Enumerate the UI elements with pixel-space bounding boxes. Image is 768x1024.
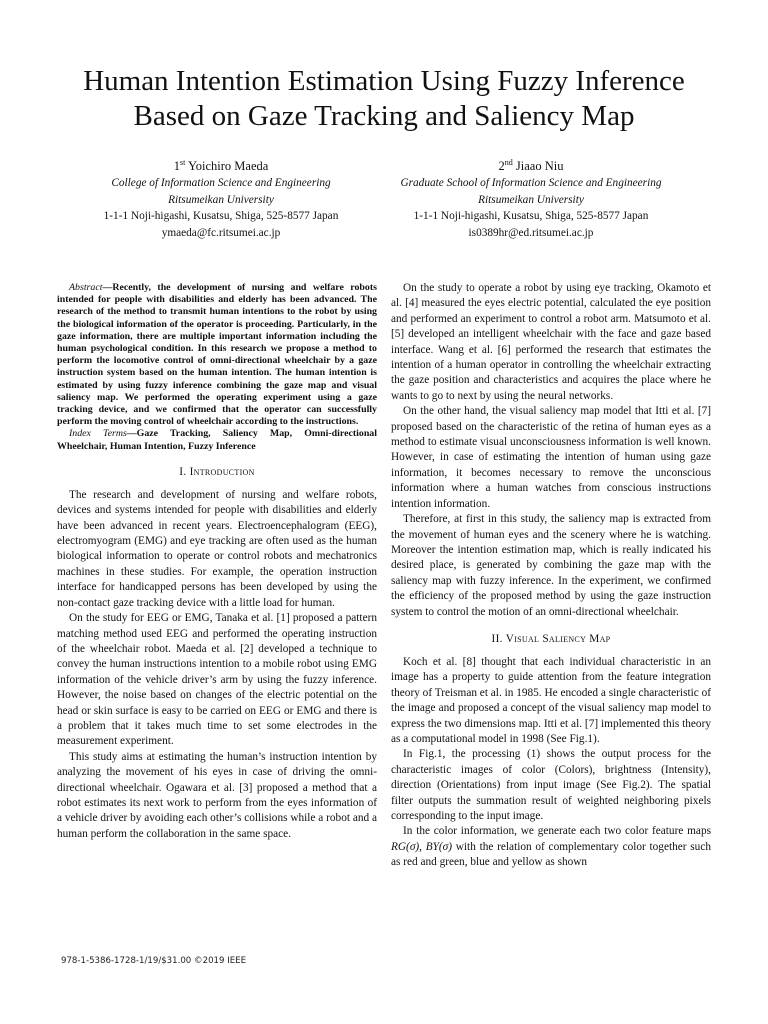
right-column: [391, 281, 711, 871]
intro-paragraph-6: Therefore, at first in this study, the saliency map is extracted from the movement of human eyes and the scenery where he is watching. Moreover the intention estimation map, which is really indicated his desired place, is generated by combining the gaze map with the saliency map with fuzzy inference. In the experiment, we confirmed the efficiency of the proposed method by using the gaze instruction system to control the motion of an omni-directional wheelchair.: [391, 513, 711, 618]
title-line-2: Based on Gaze Tracking and Saliency Map: [133, 100, 635, 132]
intro-paragraph-4: On the study to operate a robot by using eye tracking, Okamoto et al. [4] measured the eyes electric potential, calculated the eye position and performed an experiment to control a robot arm. Matsumoto et al. [5] developed an intelligent wheelchair with the face and gaze based interface. Wang et al. [6] performed the research that estimates the intention of a human operator in controlling the wheelchair extracting the gaze position and characteristics and acquires the place where he wants to go to next by using the neural networks.: [391, 282, 711, 402]
author-address-1: 1-1-1 Noji-higashi, Kusatsu, Shiga, 525-8577 Japan: [103, 210, 339, 223]
index-terms: Index Terms—Gaze Tracking, Saliency Map, Omni-directional Wheelchair, Human Intention, Fuzzy Inference: [57, 428, 377, 452]
author-email-2: is0389hr@ed.ritsumei.ac.jp: [468, 226, 594, 239]
saliency-paragraph-1: Koch et al. [8] thought that each individual characteristic in an image has a property to guide attention from the feature integration theory of Treisman et al. in 1985. He encoded a single characteristic of the image and proposed a concept of the visual saliency map model to express the two dimensions map. Itti et al. [7] implemented this theory as a computational model in 1998 (See Fig.1).: [391, 655, 711, 745]
author-affiliation-1a: College of Information Science and Engineering: [111, 177, 331, 190]
left-column: [57, 282, 377, 842]
author-address-2: 1-1-1 Noji-higashi, Kusatsu, Shiga, 525-8577 Japan: [413, 210, 649, 223]
math-rg-sigma: RG(σ): [391, 840, 420, 853]
abstract: Abstract—Recently, the development of nursing and welfare robots intended for people with disabilities and elderly has been advanced. The research of the method to transmit human intentions to the robot by using the biological information of the operator is proceeding. Particularly, in the gaze information, there are multiple important information including the human psychological condition. In this research we propose a method to perform the locomotive control of omni-directional wheelchair by a gaze instruction system based on the human intention. The human intention is estimated by using fuzzy inference combining the gaze map and visual saliency map. We performed the operating experiment using a gaze tracking device, and we confirmed that the operator can successfully perform the moving control of wheelchair according to the instructions.: [57, 282, 377, 428]
saliency-paragraph-3: In the color information, we generate each two color feature maps RG(σ), BY(σ) with the relation of complementary color together such as red and green, blue and yellow as shown: [391, 825, 711, 869]
intro-paragraph-1: The research and development of nursing and welfare robots, devices and systems intended for people with disabilities and elderly have been advanced in recent years. Electroencephalogram (EEG), electromyogram (EMG) and eye tracking are often used as the human biological information to operate or control robots and mechatronics machines in these studies. For example, the operation instruction interface for handicapped persons has been developed by using the non-contact gaze tracking device with a little load for human.: [57, 488, 377, 609]
author-email-1: ymaeda@fc.ritsumei.ac.jp: [161, 226, 281, 239]
author-name-2: 2nd Jiaao Niu: [498, 158, 564, 174]
author-block-2: [351, 154, 711, 241]
author-name-1: 1st Yoichiro Maeda: [173, 158, 269, 174]
intro-paragraph-2: On the study for EEG or EMG, Tanaka et al. [1] proposed a pattern matching method used EEG and performed the operating instruction of the wheelchair robot. Maeda et al. [2] developed a technique to convey the human instructions intention to a mobile robot using EMG information of the vehicle driver’s arm by using the fuzzy inference. However, the noise based on changes of the electric potential on the head or skin surface is easy to be carried on EEG or EMG and there is a problem that it takes much time to set some electrodes in the measurement experiment.: [57, 612, 377, 748]
math-by-sigma: BY(σ): [425, 840, 453, 853]
saliency-paragraph-2: In Fig.1, the processing (1) shows the output process for the characteristic images of color (Colors), brightness (Intensity), direction (Orientations) from input image (See Fig.2). The spatial filter outputs the summation result of weighted neighboring pixels corresponding to the input image.: [391, 748, 711, 822]
copyright-footer: 978-1-5386-1728-1/19/$31.00 ©2019 IEEE: [61, 956, 247, 966]
author-affiliation-1b: Ritsumeikan University: [168, 193, 274, 206]
intro-paragraph-5: On the other hand, the visual saliency map model that Itti et al. [7] proposed based on the characteristic of the retina of human eyes as a method to estimate visual unconsciousness information is well known. However, in case of estimating the intention of human using gaze information, it becomes necessary to remove the unconscious information where a human watches from conscious instructions intention information.: [391, 405, 711, 510]
paper-title: [30, 64, 738, 134]
author-affiliation-2b: Ritsumeikan University: [478, 193, 584, 206]
author-affiliation-2a: Graduate School of Information Science and Engineering: [400, 177, 662, 190]
title-line-1: Human Intention Estimation Using Fuzzy Inference: [83, 65, 685, 97]
author-block-1: [51, 154, 391, 241]
section-heading-introduction: I. Introduction: [179, 465, 255, 478]
section-heading-visual-saliency-map: II. Visual Saliency Map: [491, 632, 611, 645]
intro-paragraph-3: This study aims at estimating the human’s instruction intention by analyzing the movement of his eyes in case of driving the omni-directional wheelchair. Ogawara et al. [3] proposed a method that a robot estimates its next work to perform from the eyes information of a vehicle driver by avoiding each other’s collisions while a robot and a human perform the collaboration in the same space.: [57, 750, 377, 840]
